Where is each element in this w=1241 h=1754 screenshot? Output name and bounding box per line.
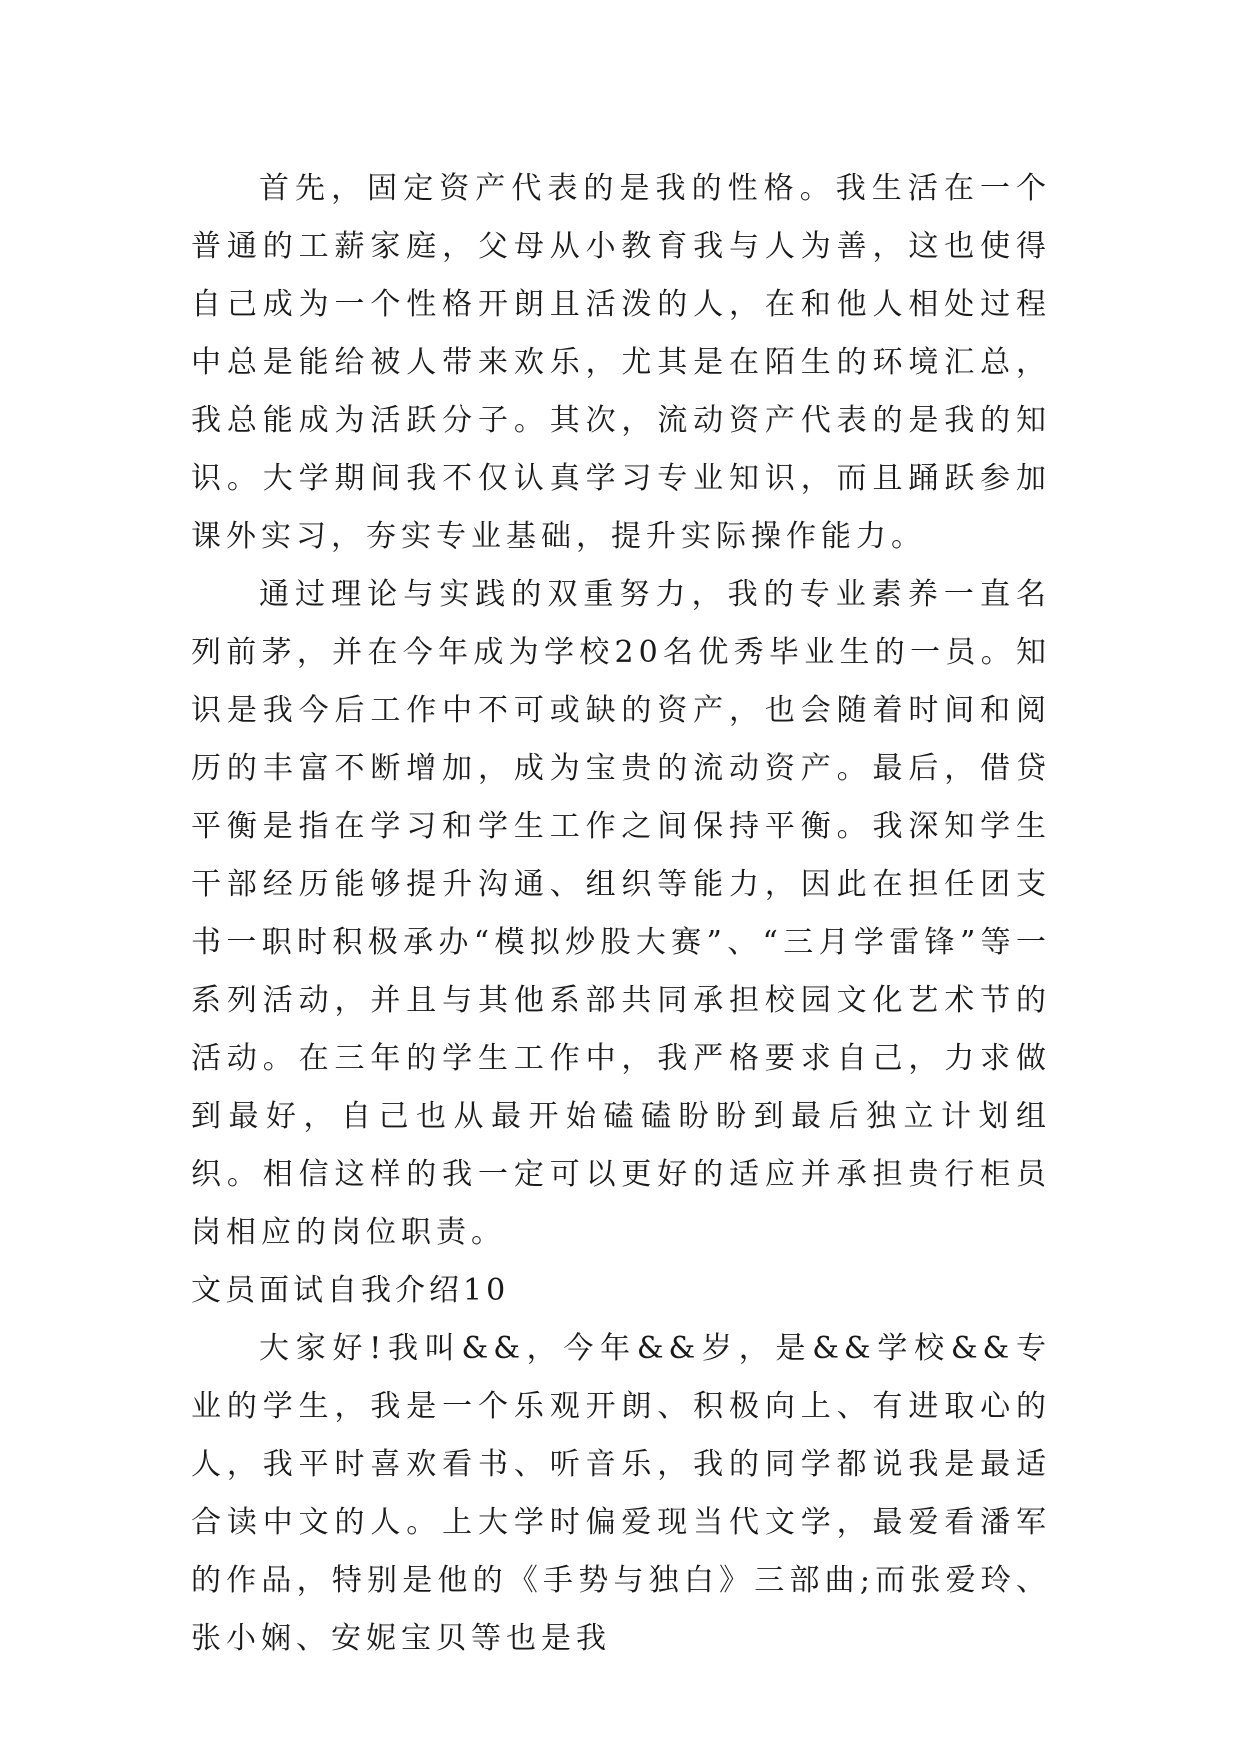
paragraph-practice: 通过理论与实践的双重努力，我的专业素养一直名列前茅，并在今年成为学校20名优秀毕业生的一员。知识是我今后工作中不可或缺的资产，也会随着时间和阅历的丰富不断增加，成为宝贵的流动资产。最后，借贷平衡是指在学习和学生工作之间保持平衡。我深知学生干部经历能够提升沟通、组织等能力，因此在担任团支书一职时积极承办“模拟炒股大赛”、“三月学雷锋”等一系列活动，并且与其他系部共同承担校园文化艺术节的活动。在三年的学生工作中，我严格要求自己，力求做到最好，自己也从最开始磕磕盼盼到最后独立计划组织。相信这样的我一定可以更好的适应并承担贵行柜员岗相应的岗位职责。 [191,577,1051,1250]
paragraph-self-intro: 大家好!我叫&&，今年&&岁，是&&学校&&专业的学生，我是一个乐观开朗、积极向上、有进取心的人，我平时喜欢看书、听音乐，我的同学都说我是最适合读中文的人。上大学时偏爱现当代文学，最爱看潘军的作品，特别是他的《手势与独白》三部曲;而张爱玲、张小娴、安妮宝贝等也是我 [191,1331,1051,1656]
paragraph-assets: 首先，固定资产代表的是我的性格。我生活在一个普通的工薪家庭，父母从小教育我与人为善，这也使得自己成为一个性格开朗且活泼的人，在和他人相处过程中总是能给被人带来欢乐，尤其是在陌生的环境汇总，我总能成为活跃分子。其次，流动资产代表的是我的知识。大学期间我不仅认真学习专业知识，而且踊跃参加课外实习，夯实专业基础，提升实际操作能力。 [191,171,1051,554]
section-heading: 文员面试自我介绍10 [191,1273,510,1308]
document-body [191,160,1051,1668]
